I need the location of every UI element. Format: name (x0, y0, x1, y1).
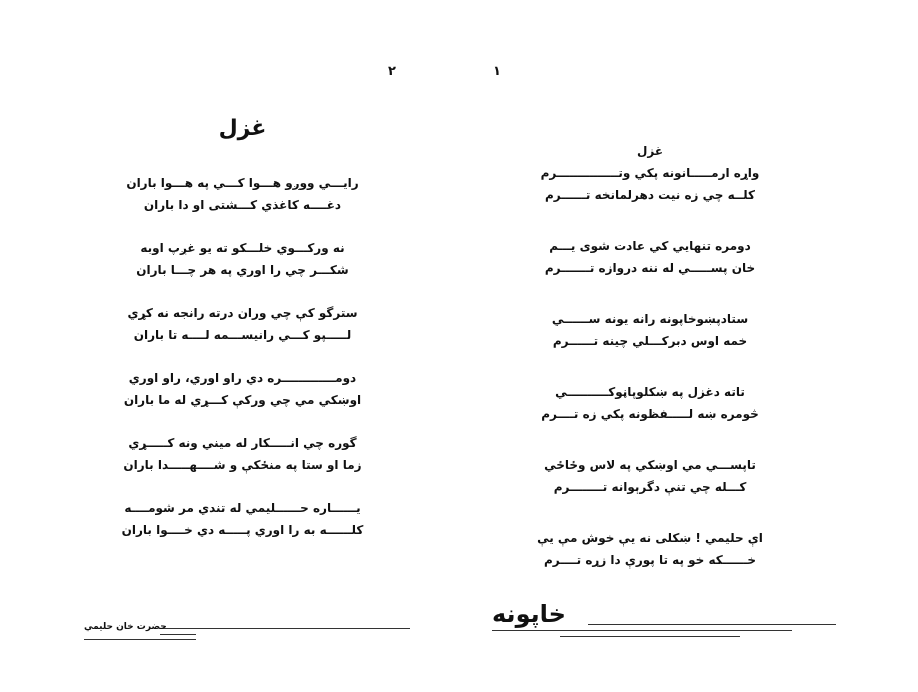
stanza (530, 527, 770, 571)
left-poem (100, 172, 385, 562)
verse-line: څومره ښه لـــــفظونه پكي زه تــــرم (541, 407, 759, 421)
verse-line: گوره چي انـــــكار له ميني ونه كـــــړي (128, 436, 357, 450)
stanza (530, 308, 770, 352)
verse-line: يــــــاره حــــــليمي له تندي مر شومــــه (124, 501, 361, 515)
verse-line: تاپســـي مي اوښكي په لاس وځاځي (544, 458, 756, 472)
verse-line: كلــه چي زه نيت دهرلمانخه تــــــرم (545, 188, 755, 202)
footer-rule (84, 639, 196, 640)
stanza (100, 172, 385, 216)
verse-line: رايـــي ووږو هـــوا كـــي په هـــوا باران (126, 176, 359, 190)
verse-line: لـــــپو كـــي رانيســـمه لــــه تا باران (133, 328, 352, 342)
verse-line: دومـــــــــــــره دي راو اوري، راو اوري (128, 371, 357, 385)
verse-line: زما او ستا په منځكې و شــــهـــــدا باران (123, 458, 362, 472)
verse-line: كلــــــه به را اوري پـــــه دي خــــوا باران (121, 523, 364, 537)
page-number-left: ۲ (388, 64, 396, 79)
stanza (100, 497, 385, 541)
footer-rule (560, 636, 740, 637)
verse-line: كـــله چي تنې دگرېوانه تــــــــرم (553, 480, 747, 494)
verse-line: خمه اوس دبركـــلي چينه تــــــرم (552, 334, 748, 348)
stanza (100, 432, 385, 476)
footer-rule (588, 624, 836, 625)
footer-rule (160, 628, 410, 629)
book-title: خاپونه (492, 600, 566, 628)
stanza (530, 381, 770, 425)
right-poem (530, 140, 770, 600)
verse-line: نه وركـــوي خلـــكو ته يو غږپ اوبه (140, 241, 345, 255)
footer-rule (492, 630, 792, 631)
stanza (530, 162, 770, 206)
left-poem-title: غزل (218, 116, 267, 141)
footer-rule (160, 634, 196, 635)
right-poem-heading: غزل (636, 144, 664, 158)
verse-line: شكـــر چي را اوري په هر چـــا باران (136, 263, 349, 277)
verse-line: اوښكي مي چي وركې كـــړي له ما باران (123, 393, 362, 407)
stanza (530, 235, 770, 279)
verse-line: دومره تنهايي كي عادت شوى يـــم (549, 239, 751, 253)
verse-line: خــــــكه خو په تا پورې دا زړه تــــرم (543, 553, 756, 567)
page-number-right: ۱ (493, 64, 501, 79)
verse-line: تاته دغزل په ښكلوپاڼوكــــــــــي (555, 385, 745, 399)
stanza (530, 454, 770, 498)
verse-line: خان پســـــي له ننه دروازه تـــــــرم (544, 261, 756, 275)
stanza (100, 237, 385, 281)
verse-line: سترگو كې چي وران درته رانجه نه كړي (127, 306, 358, 320)
stanza (100, 302, 385, 346)
verse-line: اې حليمي ! ښكلى نه يې خوش مې يې (537, 531, 763, 545)
author-name: حضرت خان حليمي (84, 622, 167, 632)
stanza (100, 367, 385, 411)
verse-line: ستادپښوخاپونه رانه يونه ســــــي (551, 312, 749, 326)
verse-line: دغــــه كاغذي كـــشتى او دا باران (143, 198, 342, 212)
verse-line: واړه ارمـــــانونه پكي وتـــــــــــــــرم (540, 166, 760, 180)
